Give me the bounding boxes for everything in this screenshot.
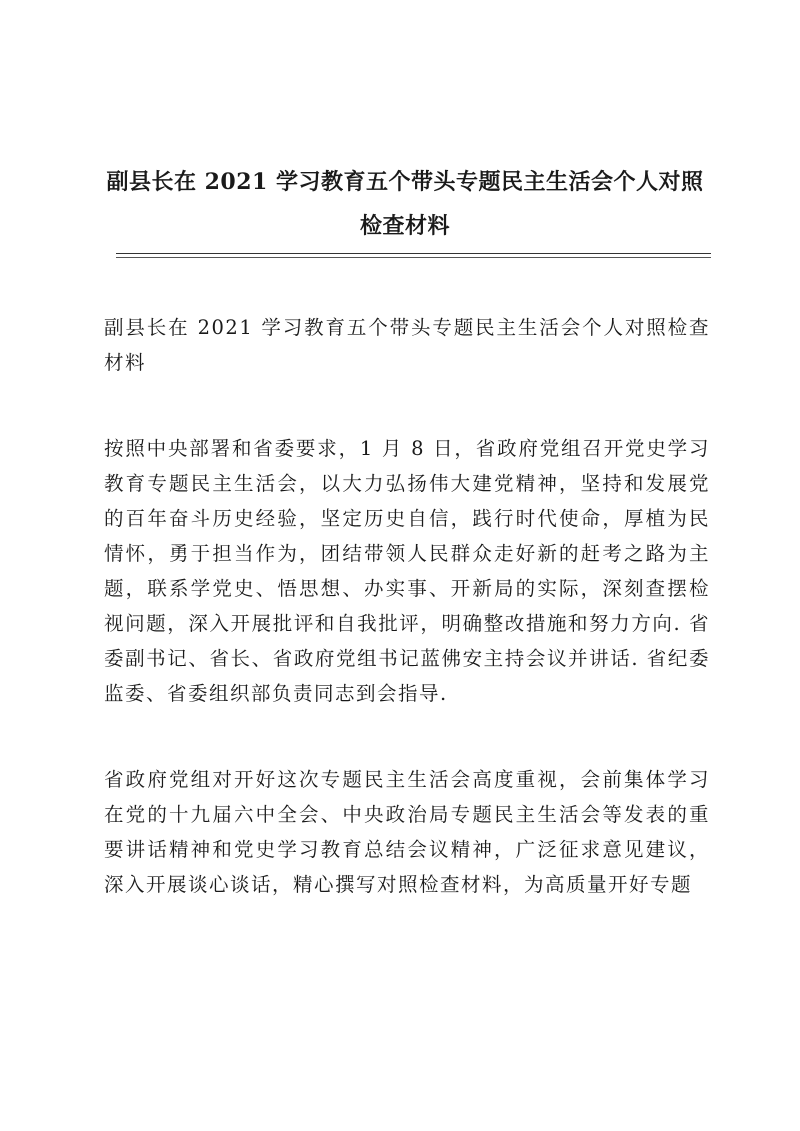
paragraph: 省政府党组对开好这次专题民主生活会高度重视，会前集体学习在党的十九届六中全会、中央政治局专题民主生活会等发表的重要讲话精神和党史学习教育总结会议精神，广泛征求意见建议，深入开展谈心谈话，精心撰写对照检查材料，为高质量开好专题	[104, 768, 710, 896]
title-divider-secondary	[116, 257, 711, 258]
document-title: 副县长在 2021 学习教育五个带头专题民主生活会个人对照检查材料	[106, 169, 704, 239]
title-divider	[116, 253, 711, 254]
document-body	[104, 310, 710, 953]
paragraph: 按照中央部署和省委要求，1 月 8 日，省政府党组召开党史学习教育专题民主生活会，以大力弘扬伟大建党精神，坚持和发展党的百年奋斗历史经验，坚定历史自信，践行时代使命，厚植为民情怀，勇于担当作为，团结带领人民群众走好新的赶考之路为主题，联系学党史、悟思想、办实事、开新局的实际，深刻查摆检视问题，深入开展批评和自我批评，明确整改措施和努力方向. 省委副书记、省长、省政府党组书记蓝佛安主持会议并讲话. 省纪委监委、省委组织部负责同志到会指导.	[104, 437, 710, 705]
paragraph-heading-repeat: 副县长在 2021 学习教育五个带头专题民主生活会个人对照检查材料	[104, 316, 710, 374]
